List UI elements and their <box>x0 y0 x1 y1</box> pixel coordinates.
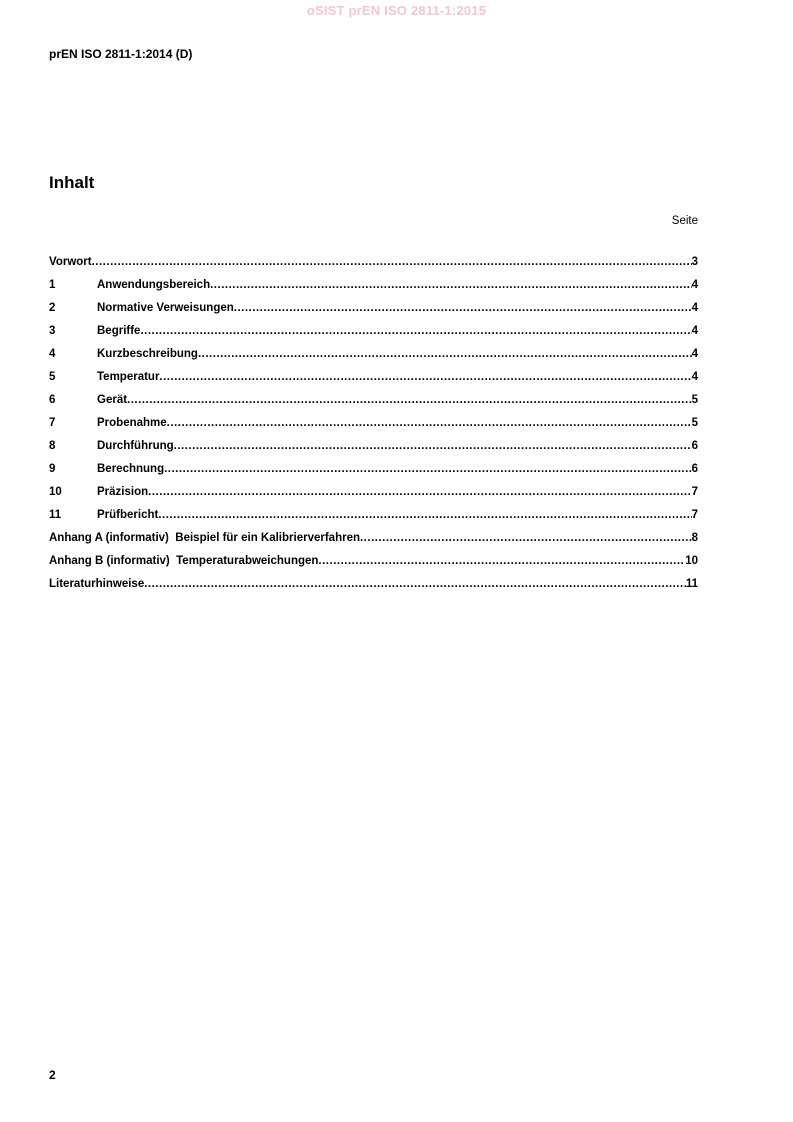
toc-entry-berechnung[interactable] <box>49 463 698 486</box>
toc-entry-page: 6 <box>691 440 698 452</box>
toc-entry-title: Begriffe <box>97 325 141 337</box>
toc-entry-title: Temperatur <box>97 371 160 383</box>
toc-entry-title: Durchführung <box>97 440 174 452</box>
toc-entry-page: 7 <box>691 509 698 521</box>
toc-entry-title: Literaturhinweise <box>49 578 145 590</box>
toc-entry-title: Kurzbeschreibung <box>97 348 198 360</box>
toc-dot-leader <box>140 325 691 337</box>
toc-entry-pruefbericht[interactable] <box>49 509 698 532</box>
toc-entry-title: Anwendungsbereich <box>97 279 211 291</box>
toc-dot-leader <box>360 532 692 544</box>
toc-entry-title: Normative Verweisungen <box>97 302 234 314</box>
toc-entry-number: 6 <box>49 394 56 406</box>
toc-entry-title: Präzision <box>97 486 149 498</box>
toc-entry-page: 5 <box>691 417 698 429</box>
toc-entry-number: 10 <box>49 486 62 498</box>
toc-entry-title: Vorwort <box>49 256 92 268</box>
toc-entry-page: 4 <box>691 348 698 360</box>
toc-entry-page: 4 <box>691 302 698 314</box>
toc-entry-title: Anhang A (informativ) Beispiel für ein Kalibrierverfahren <box>49 532 360 544</box>
toc-dot-leader <box>198 348 692 360</box>
toc-entry-number: 2 <box>49 302 56 314</box>
toc-entry-durchfuehrung[interactable] <box>49 440 698 463</box>
toc-dot-leader <box>234 302 692 314</box>
toc-entry-temperatur[interactable] <box>49 371 698 394</box>
toc-entry-page: 6 <box>691 463 698 475</box>
toc-entry-page: 7 <box>691 486 698 498</box>
page-column-label: Seite <box>671 215 698 227</box>
toc-entry-literaturhinweise[interactable] <box>49 578 698 601</box>
toc-entry-page: 8 <box>691 532 698 544</box>
toc-entry-geraet[interactable] <box>49 394 698 417</box>
document-id: prEN ISO 2811-1:2014 (D) <box>49 47 193 61</box>
toc-entry-anhang-a[interactable] <box>49 532 698 555</box>
toc-entry-title: Anhang B (informativ) Temperaturabweichungen <box>49 555 319 567</box>
page-number: 2 <box>49 1068 56 1082</box>
watermark: oSIST prEN ISO 2811-1:2015 <box>306 3 487 18</box>
toc-entry-title: Prüfbericht <box>97 509 159 521</box>
toc-entry-anwendungsbereich[interactable] <box>49 279 698 302</box>
toc-entry-normative-verweisungen[interactable] <box>49 302 698 325</box>
toc-entry-title: Gerät <box>97 394 128 406</box>
toc-entry-number: 4 <box>49 348 56 360</box>
table-of-contents <box>49 256 698 601</box>
toc-dot-leader <box>92 256 692 268</box>
toc-entry-page: 3 <box>691 256 698 268</box>
toc-entry-number: 7 <box>49 417 56 429</box>
toc-dot-leader <box>148 486 691 498</box>
toc-entry-title: Probenahme <box>97 417 167 429</box>
toc-entry-number: 3 <box>49 325 56 337</box>
toc-entry-number: 11 <box>49 509 62 521</box>
toc-dot-leader <box>167 417 692 429</box>
toc-dot-leader <box>159 371 691 383</box>
toc-entry-anhang-b[interactable] <box>49 555 698 578</box>
toc-entry-page: 11 <box>685 578 698 590</box>
toc-heading: Inhalt <box>49 173 95 192</box>
toc-dot-leader <box>318 555 685 567</box>
toc-dot-leader <box>164 463 692 475</box>
toc-dot-leader <box>210 279 691 291</box>
toc-entry-page: 4 <box>691 325 698 337</box>
toc-entry-number: 5 <box>49 371 56 383</box>
toc-entry-title: Berechnung <box>97 463 165 475</box>
toc-dot-leader <box>144 578 686 590</box>
toc-entry-begriffe[interactable] <box>49 325 698 348</box>
toc-entry-page: 10 <box>685 555 698 567</box>
toc-dot-leader <box>174 440 692 452</box>
toc-entry-vorwort[interactable] <box>49 256 698 279</box>
toc-dot-leader <box>158 509 691 521</box>
toc-entry-page: 5 <box>691 394 698 406</box>
toc-entry-kurzbeschreibung[interactable] <box>49 348 698 371</box>
toc-entry-page: 4 <box>691 371 698 383</box>
toc-entry-number: 9 <box>49 463 56 475</box>
toc-entry-number: 1 <box>49 279 56 291</box>
toc-dot-leader <box>127 394 692 406</box>
toc-entry-praezision[interactable] <box>49 486 698 509</box>
toc-entry-probenahme[interactable] <box>49 417 698 440</box>
toc-entry-page: 4 <box>691 279 698 291</box>
toc-entry-number: 8 <box>49 440 56 452</box>
